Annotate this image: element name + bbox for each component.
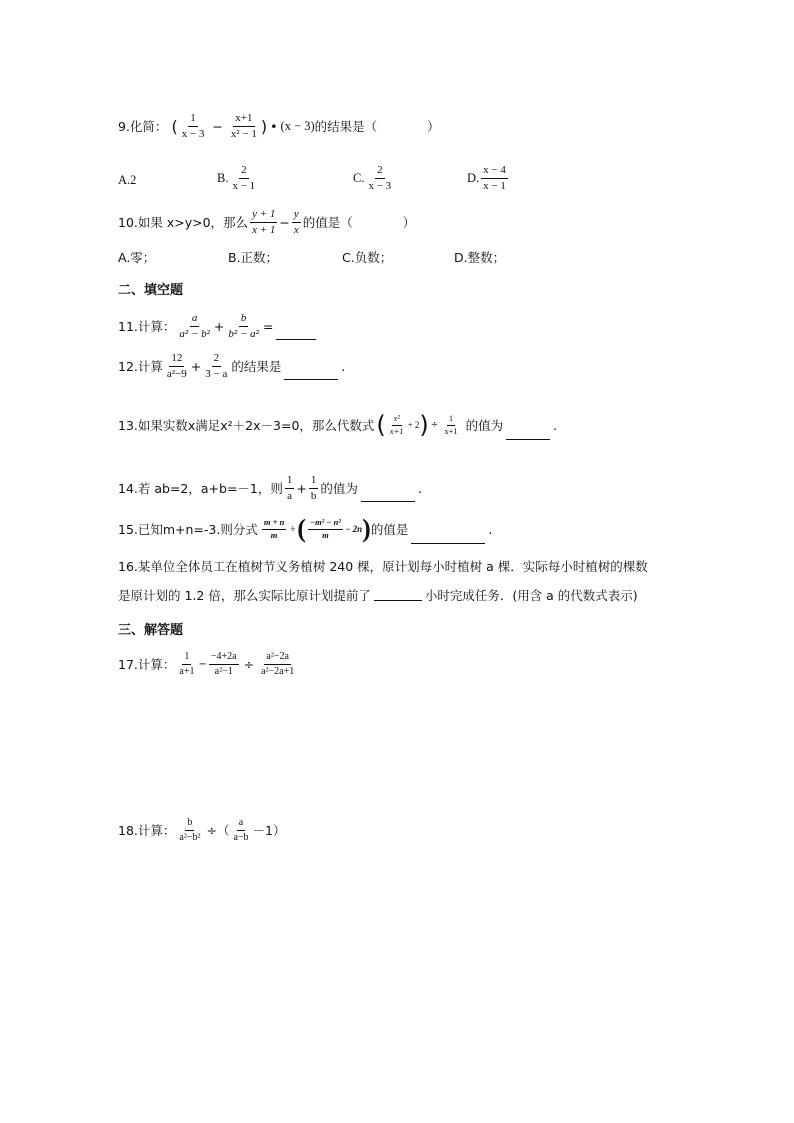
q15-expression: $\frac{m + n}{m}$ ÷ ( $\frac{\text{−m² − n²}}{m}$ − 2n ): [263, 514, 371, 543]
q13-answer-blank: [506, 438, 550, 440]
q16-answer-blank: [374, 599, 422, 601]
q9-tail: 的结果是（ ）: [314, 119, 440, 134]
q9-number: 9.化简：: [118, 119, 168, 134]
q14-line: 14.若 ab=2，a+b=－1，则 $\frac{1}{a}$ + $\frac{1}{b}$ 的值为 .: [118, 473, 422, 502]
q10-option-a: A.零；: [118, 250, 156, 265]
q17-fraction-2: $\frac{-4+2a}{\text{a²−1}}$: [210, 651, 237, 677]
q16-line-1: 16.某单位全体员工在植树节义务植树 240 棵，原计划每小时植树 a 棵．实际每小时植树的棵数: [118, 559, 648, 574]
q17-line: 17.计算： $\frac{1}{a+1}$ − $\frac{-4+2a}{\text{a²−1}}$ ÷ $\frac{\text{a²−2a}}{\text{a²−2a+1}}$: [118, 651, 295, 677]
q10-option-b: B.正数；: [228, 250, 279, 265]
q17-fraction-3: $\frac{\text{a²−2a}}{\text{a²−2a+1}}$: [261, 651, 295, 677]
section-solve: 三、解答题: [118, 622, 184, 638]
q11-fraction-1: $\frac{a}{\text{a² − b²}}$: [179, 311, 210, 340]
q12-line: 12.计算 $\frac{12}{\text{a²−9}}$ + $\frac{2}{3 - a}$ 的结果是 .: [118, 351, 346, 380]
q10-fraction-1: $\frac{y + 1}{x + 1}$: [252, 207, 276, 236]
q9-fraction-2: $\frac{x+1}{\text{x² − 1}}$: [230, 111, 257, 140]
q11-fraction-2: $\frac{b}{\text{b² − a²}}$: [228, 311, 259, 340]
q10-fraction-2: $\frac{y}{x}$: [293, 207, 299, 236]
q9-option-d: D. $\frac{x - 4}{x - 1}$: [467, 163, 506, 192]
q9-line: [118, 108, 440, 144]
section-fill-in: 二、填空题: [118, 282, 184, 298]
q14-fraction-1: $\frac{1}{a}$: [286, 473, 293, 502]
q18-line: 18.计算： $\frac{b}{\text{a²−b²}}$ ÷（ $\frac{a}{a-b}$ －1）: [118, 817, 286, 843]
q18-fraction-1: $\frac{b}{\text{a²−b²}}$: [179, 817, 201, 843]
q18-fraction-2: $\frac{a}{a-b}$: [233, 817, 249, 843]
q15-line: 15.已知m+n=-3.则分式 $\frac{m + n}{m}$ ÷ ( $\frac{\text{−m² − n²}}{m}$ − 2n ) 的值是 .: [118, 514, 493, 543]
q13-expression: ( $\frac{\text{x²}}{x+1}$ + 2 ) ÷ $\frac{1}{x+1}$: [376, 411, 458, 439]
q17-fraction-1: $\frac{1}{a+1}$: [179, 651, 195, 677]
q9-option-a: A.2: [118, 172, 137, 187]
q11-answer-blank: [276, 338, 316, 340]
q16-line-2: 是原计划的 1.2 倍，那么实际比原计划提前了 小时完成任务．(用含 a 的代数式表示): [118, 588, 638, 603]
q9-option-c: C. $\frac{2}{x - 3}$: [353, 163, 392, 192]
q9-option-b: B. $\frac{2}{x - 1}$: [217, 163, 256, 192]
q12-fraction-1: $\frac{12}{\text{a²−9}}$: [166, 351, 187, 380]
q14-answer-blank: [361, 500, 415, 502]
q9-fraction-1: $\frac{1}{x - 3}$: [181, 111, 205, 140]
q10-line: 10.如果 x>y>0，那么 $\frac{y + 1}{x + 1}$ − $\frac{y}{x}$ 的值是（ ）: [118, 207, 416, 236]
q15-answer-blank: [411, 542, 485, 544]
q11-line: 11.计算： $\frac{a}{\text{a² − b²}}$ + $\frac{b}{\text{b² − a²}}$ =: [118, 308, 319, 344]
q12-fraction-2: $\frac{2}{3 - a}$: [205, 351, 228, 380]
q10-option-d: D.整数；: [454, 250, 506, 265]
q10-option-c: C.负数；: [342, 250, 393, 265]
q12-answer-blank: [284, 378, 338, 380]
q9-expression: ( $\frac{1}{x - 3}$ − $\frac{x+1}{\text{x² − 1}}$ ) • (x − 3): [171, 111, 315, 140]
q13-line: 13.如果实数x满足x²＋2x－3=0，那么代数式 ( $\frac{\text{x²}}{x+1}$ + 2 ) ÷ $\frac{1}{x+1}$ 的值为 .: [118, 411, 558, 439]
q14-fraction-2: $\frac{1}{b}$: [310, 473, 317, 502]
